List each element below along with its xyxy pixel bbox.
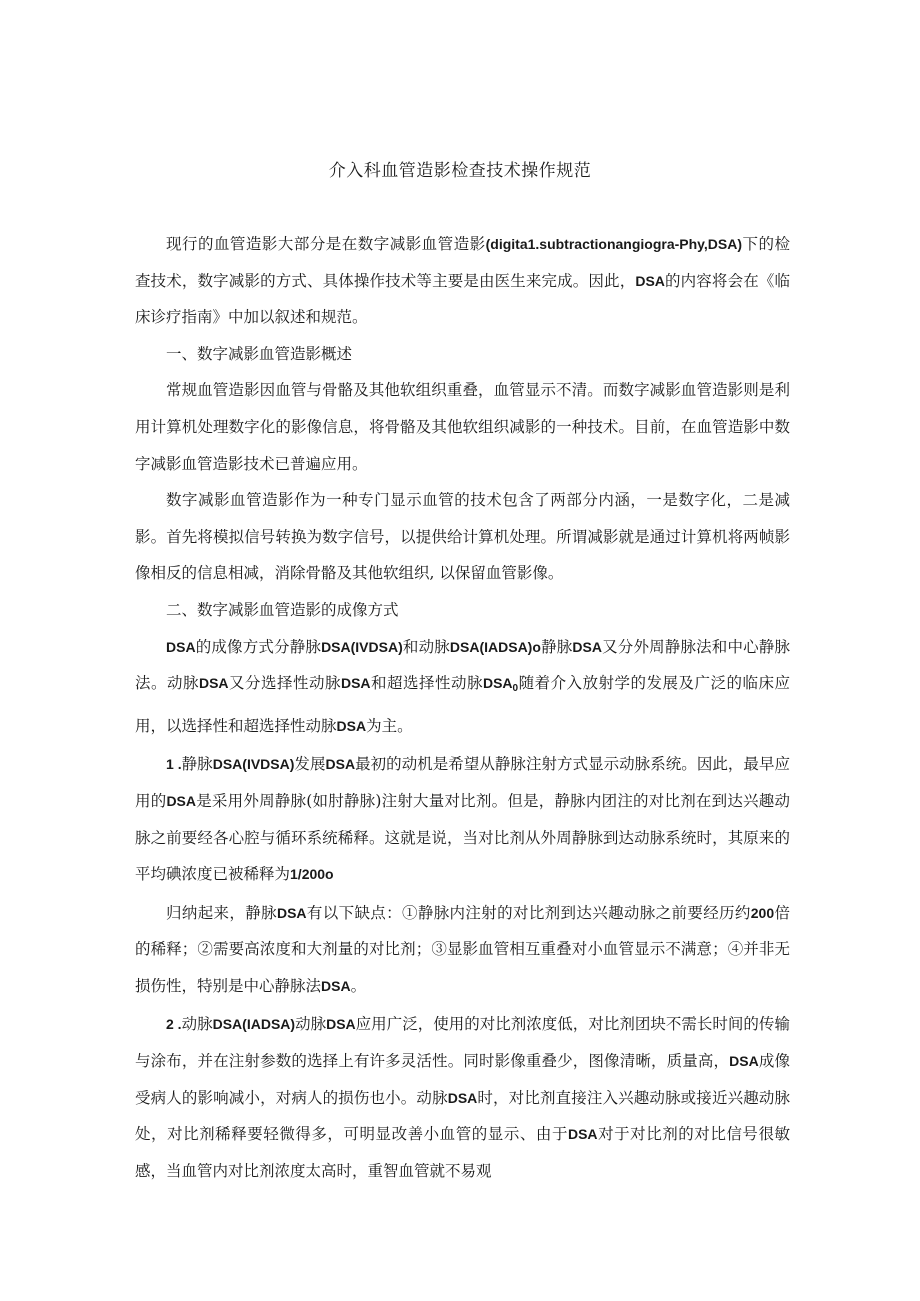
text-run: 动脉 bbox=[181, 1015, 213, 1034]
latin-term: DSA bbox=[325, 756, 356, 773]
section-heading-2: 二、数字减影血管造影的成像方式 bbox=[166, 600, 399, 619]
list-number: 1 . bbox=[166, 756, 182, 773]
latin-term: DSA bbox=[166, 638, 196, 655]
latin-term: DSA bbox=[326, 1016, 356, 1033]
list-number: 2 . bbox=[166, 1016, 182, 1033]
latin-term: DSA bbox=[276, 904, 307, 921]
paragraph-intro bbox=[135, 226, 790, 336]
latin-term: DSA(IVDSA) bbox=[212, 756, 295, 773]
latin-term: DSA bbox=[340, 675, 371, 692]
paragraph-imaging-methods bbox=[135, 629, 790, 745]
text-run: 的内容将会在《临床诊疗指南》中加以叙述和规范。 bbox=[135, 271, 790, 327]
text-run: 为主。 bbox=[366, 716, 413, 735]
latin-term: DSA(IVDSA) bbox=[321, 638, 403, 655]
document-title: 介入科血管造影检查技术操作规范 bbox=[328, 161, 592, 181]
text-run: 和超选择性动脉 bbox=[370, 674, 483, 693]
paragraph-ivdsa-drawbacks bbox=[135, 895, 790, 1005]
latin-term: DSA bbox=[166, 792, 196, 809]
latin-term: DSA bbox=[447, 1089, 478, 1106]
text-run: 对于对比剂的对比信号很敏感，当血管内对比剂浓度太高时，重智血管就不易观 bbox=[135, 1125, 790, 1180]
latin-term: DSA bbox=[729, 1053, 759, 1070]
section-heading-1: 一、数字减影血管造影概述 bbox=[166, 344, 353, 363]
document-body bbox=[135, 226, 790, 1189]
text-run: 倍的稀释；②需要高浓度和大剂量的对比剂；③显影血管相互重叠对小血管显示不满意；④并非无损伤性，特别是中心静脉法 bbox=[135, 903, 790, 995]
text-run: 静脉 bbox=[540, 637, 573, 656]
paragraph-iadsa bbox=[135, 1006, 790, 1189]
latin-term: DSA bbox=[321, 977, 351, 994]
paragraph-definition: 数字减影血管造影作为一种专门显示血管的技术包含了两部分内涵，一是数字化，二是减影。首先将模拟信号转换为数字信号，以提供给计算机处理。所谓减影就是通过计算机将两帧影像相反的信息相减，消除骨骼及其他软组织, 以保留血管影像。 bbox=[135, 491, 790, 583]
latin-term: DSA bbox=[635, 272, 665, 289]
text-run: 又分选择性动脉 bbox=[228, 674, 341, 693]
latin-term: DSA bbox=[482, 675, 513, 692]
paragraph-overview: 常规血管造影因血管与骨骼及其他软组织重叠，血管显示不清。而数字减影血管造影则是利用计算机处理数字化的影像信息，将骨骼及其他软组织减影的一种技术。目前，在血管造影中数字减影血管造影技术已普遍应用。 bbox=[135, 381, 790, 473]
latin-term: DSA bbox=[572, 638, 602, 655]
text-run: 应用广泛，使用的对比剂浓度低，对比剂团块不需长时间的传输与涂布，并在注射参数的选择上有许多灵活性。同时影像重叠少，图像清晰，质量高， bbox=[135, 1015, 790, 1071]
text-run: 动脉 bbox=[295, 1015, 327, 1034]
text-run: 最初的动机是希望从静脉注射方式显示动脉系统。因此，最早应用的 bbox=[135, 755, 790, 810]
latin-term: DSA(IADSA) bbox=[212, 1016, 296, 1033]
text-run: 又分外周静脉法和中心静脉法。动脉 bbox=[135, 637, 790, 693]
text-run: 下的检查技术，数字减影的方式、具体操作技术等主要是由医生来完成。因此， bbox=[135, 235, 790, 290]
text-run: 发展 bbox=[294, 755, 326, 774]
text-run: 是采用外周静脉(如肘静脉)注射大量对比剂。但是，静脉内团注的对比剂在到达兴趣动脉之前要经各心腔与循环系统稀释。这就是说，当对比剂从外周静脉到达动脉系统时，其原来的平均碘浓度已被稀释为 bbox=[135, 791, 790, 884]
latin-term: DSA bbox=[567, 1126, 598, 1143]
text-run: 归纳起来，静脉 bbox=[166, 903, 277, 922]
latin-term: 1/200o bbox=[290, 866, 334, 883]
paragraph-ivdsa bbox=[135, 746, 790, 892]
text-run: 的成像方式分静脉 bbox=[195, 637, 322, 656]
text-run: 现行的血管造影大部分是在数字减影血管造影 bbox=[166, 235, 486, 253]
subscript: 0 bbox=[512, 683, 519, 695]
latin-term: DSA(IADSA)o bbox=[449, 638, 541, 655]
text-run: 和动脉 bbox=[402, 637, 450, 656]
latin-term: 200 bbox=[750, 904, 775, 921]
text-run: 成像受病人的影响减小，对病人的损伤也小。动脉 bbox=[135, 1052, 790, 1107]
latin-term: DSA bbox=[336, 717, 367, 734]
text-run: 有以下缺点：①静脉内注射的对比剂到达兴趣动脉之前要经历约 bbox=[306, 903, 751, 922]
text-run: 。 bbox=[350, 976, 367, 995]
text-run: 时，对比剂直接注入兴趣动脉或接近兴趣动脉处，对比剂稀释要轻微得多，可明显改善小血管的显示、由于 bbox=[135, 1088, 790, 1144]
text-run: 静脉 bbox=[181, 755, 213, 774]
text-run: 随着介入放射学的发展及广泛的临床应用，以选择性和超选择性动脉 bbox=[135, 674, 790, 735]
latin-term: DSA bbox=[198, 675, 229, 692]
latin-term: (digita1.subtractionangiogra-Phy,DSA) bbox=[485, 236, 743, 252]
